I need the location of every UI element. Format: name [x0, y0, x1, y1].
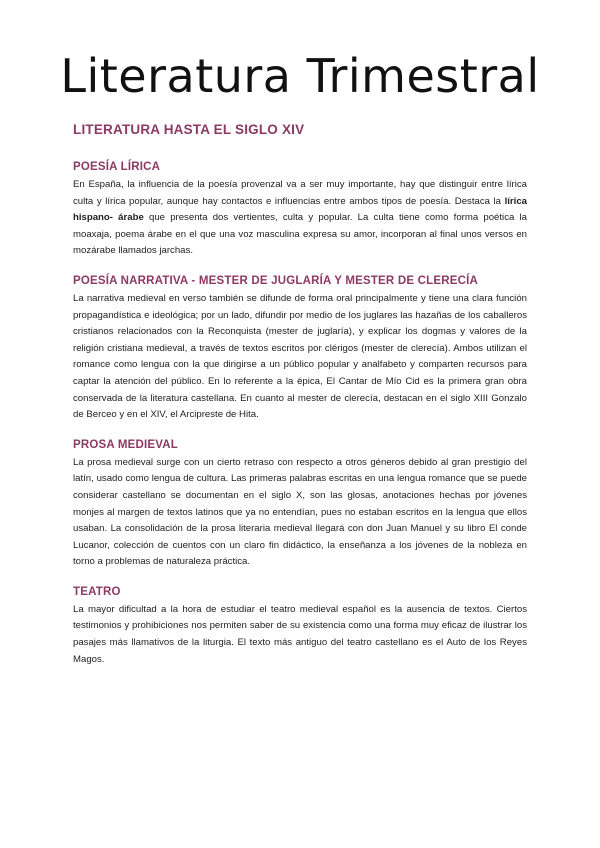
main-heading: LITERATURA HASTA EL SIGLO XIV	[73, 122, 305, 137]
section-paragraph	[73, 177, 527, 260]
section-heading: TEATRO	[73, 585, 121, 598]
document-title: Literatura Trimestral	[60, 48, 540, 103]
section-heading: POESÍA NARRATIVA - MESTER DE JUGLARÍA Y MESTER DE CLERECÍA	[73, 274, 478, 287]
paragraph-text: que presenta dos vertientes, culta y popular. La culta tiene como forma poética la moaxaja, poema árabe en el que una voz masculina expresa su amor, incorporan al final unos versos en mozárabe llamados jarchas.	[73, 212, 527, 257]
section-paragraph: La prosa medieval surge con un cierto retraso con respecto a otros géneros debido al gran prestigio del latín, usado como lengua de cultura. Las primeras palabras escritas en una lengua romance que se puede considerar castellano se documentan en el siglo X, son las glosas, anotaciones hechas por jóvenes monjes al margen de textos latinos que ya no entendían, pues no estaban escritos en la lengua que ellos usaban. La consolidación de la prosa literaria medieval llegará con don Juan Manuel y su libro El conde Lucanor, colección de cuentos con un claro fin didáctico, la enseñanza a los jóvenes de la nobleza en torno a problemas de naturaleza práctica.	[73, 456, 527, 568]
section-paragraph: La mayor dificultad a la hora de estudiar el teatro medieval español es la ausencia de textos. Ciertos testimonios y prohibiciones nos permiten saber de su existencia como una forma muy eficaz de ilustrar los pasajes más llamativos de la liturgia. El texto más antiguo del teatro castellano es el Auto de los Reyes Magos.	[73, 603, 527, 665]
document-content	[73, 122, 527, 683]
paragraph-text: En España, la influencia de la poesía provenzal va a ser muy importante, hay que distinguir entre lírica culta y lírica popular, aunque hay contactos e influencias entre ambos tipos de poesía. Destaca la	[73, 179, 527, 207]
section-poesia-lirica	[73, 161, 527, 260]
section-heading: POESÍA LÍRICA	[73, 161, 161, 173]
section-heading: PROSA MEDIEVAL	[73, 438, 179, 451]
section-paragraph: La narrativa medieval en verso también se difunde de forma oral principalmente y tiene una clara función propagandística e ideológica; por un lado, difundir por medio de los juglares las hazañas de los caballeros cristianos relacionados con la Reconquista (mester de juglaría), y explicar los dogmas y valores de la religión cristiana medieval, a través de textos escritos por clérigos (mester de clerecía). Ambos utilizan el romance como lengua con la que dirigirse a un público popular y analfabeto y comparten recursos para captar la atención del público. En lo referente a la épica, El Cantar de Mío Cid es la primera gran obra conservada de la literatura castellana. En cuanto al mester de clerecía, destacan en el siglo XIII Gonzalo de Berceo y en el XIV, el Arcipreste de Hita.	[73, 292, 527, 421]
section-teatro	[73, 586, 527, 668]
section-poesia-narrativa	[73, 275, 527, 424]
section-prosa-medieval	[73, 439, 527, 571]
bold-term: lírica hispano- árabe	[73, 195, 527, 224]
